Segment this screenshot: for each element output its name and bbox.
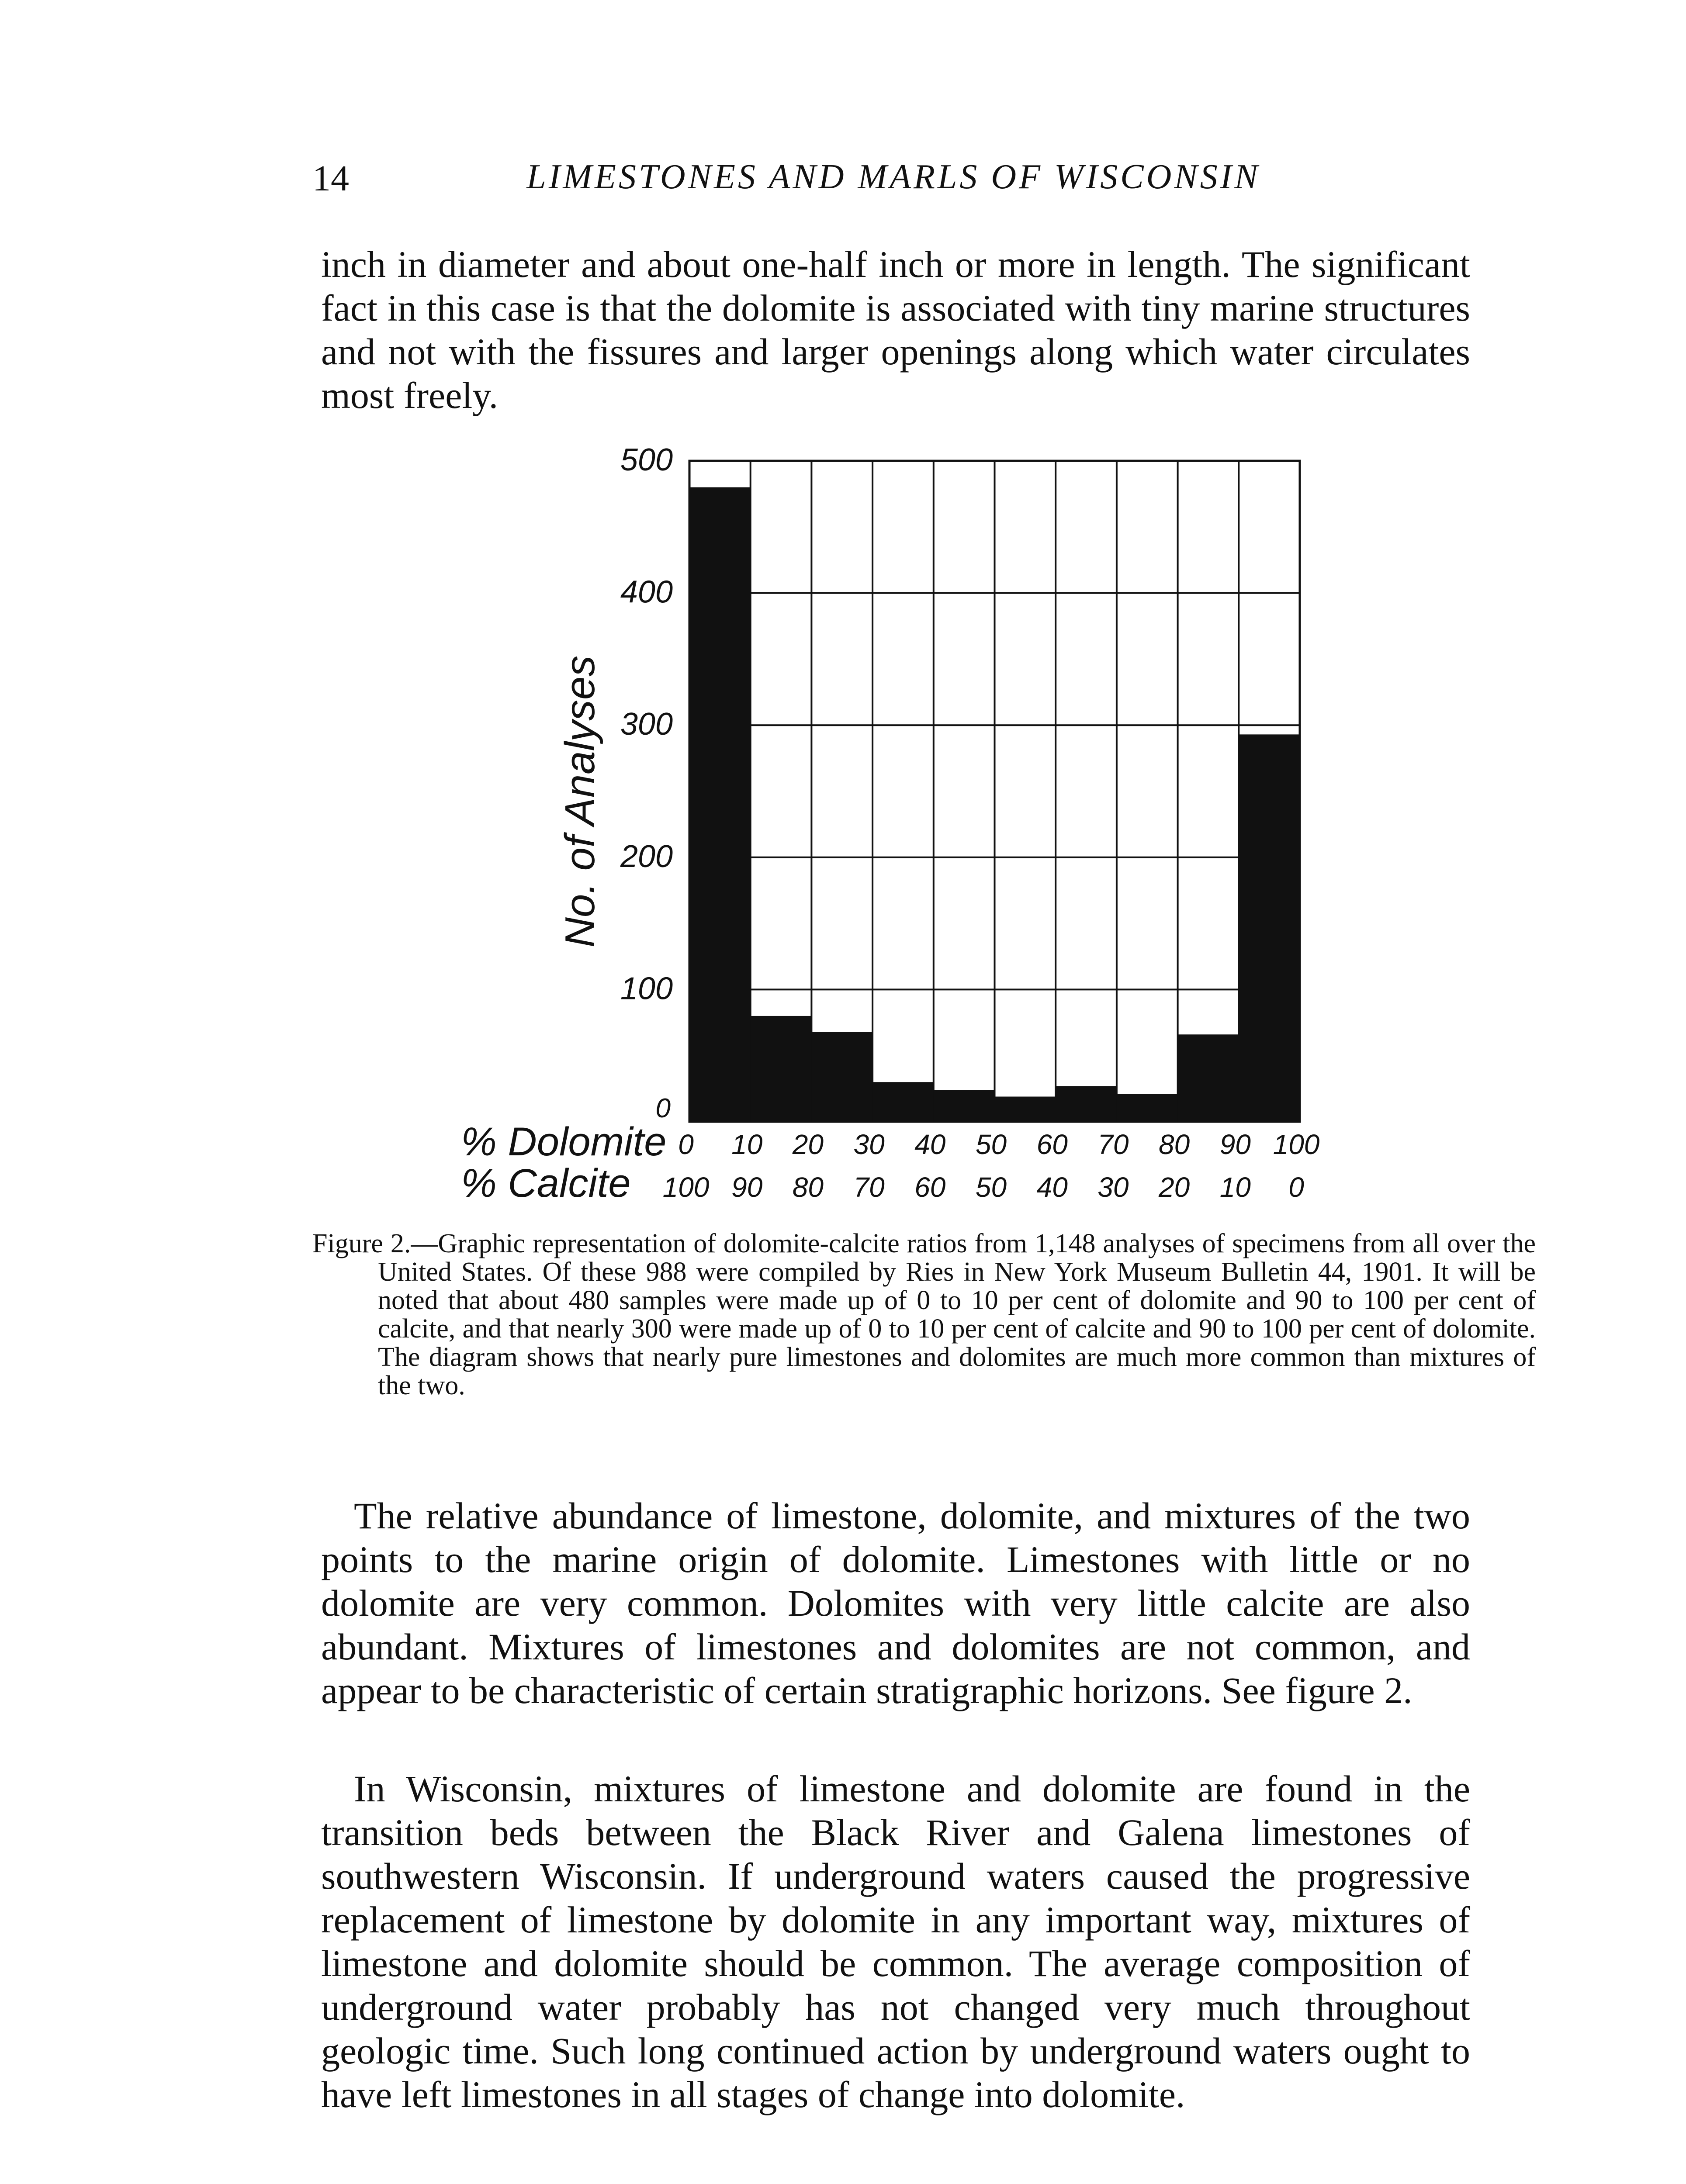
calcite-tick-90: 90 [731, 1171, 763, 1203]
y-tick-label-0: 0 [655, 1093, 671, 1123]
y-tick-label-400: 400 [620, 574, 673, 610]
y-tick-label-200: 200 [620, 839, 673, 874]
bar-0-10 [689, 487, 751, 1122]
paragraph-intro: inch in diameter and about one-half inch or more in length. The significant fact in this case is that the dolomite is associated with tiny marine structures and not with the fissures and larger openings along which water circulates most freely. [321, 243, 1470, 416]
bar-70-80 [1117, 1094, 1178, 1122]
page-number: 14 [312, 158, 349, 199]
dolomite-tick-90: 90 [1219, 1129, 1251, 1160]
dolomite-row-label: % Dolomite [461, 1120, 667, 1164]
dolomite-tick-50: 50 [975, 1129, 1007, 1160]
calcite-row-label: % Calcite [461, 1161, 631, 1206]
y-tick-label-100: 100 [620, 971, 673, 1006]
calcite-tick-30: 30 [1097, 1171, 1129, 1203]
dolomite-tick-100: 100 [1273, 1129, 1320, 1160]
calcite-tick-70: 70 [853, 1171, 885, 1203]
dolomite-tick-70: 70 [1097, 1129, 1129, 1160]
dolomite-tick-30: 30 [853, 1129, 885, 1160]
dolomite-tick-40: 40 [914, 1129, 946, 1160]
figure-caption: Figure 2.—Graphic representation of dolomite-calcite ratios from 1,148 analyses of specimens from all over the United States. Of these 988 were compiled by Ries in New York Museum Bulletin 44, 1901. It will be noted that about 480 samples were made up of 0 to 10 per cent of dolomite and 90 to 100 per cent of calcite, and that nearly 300 were made up of 0 to 10 per cent of calcite and 90 to 100 per cent of dolomite. The diagram shows that nearly pure limestones and dolomites are much more common than mixtures of the two. [312, 1229, 1536, 1400]
paragraph-relative-abundance: The relative abundance of limestone, dolomite, and mixtures of the two points to the marine origin of dolomite. Limestones with little or no dolomite are very common. Dolomites with very little calcite are also abundant. Mixtures of limestones and dolomites are not common, and appear to be characteristic of certain stratigraphic horizons. See figure 2. [321, 1495, 1470, 1711]
calcite-tick-100: 100 [662, 1171, 710, 1203]
calcite-tick-20: 20 [1159, 1171, 1190, 1203]
calcite-tick-50: 50 [975, 1171, 1007, 1203]
bar-30-40 [872, 1082, 934, 1122]
bar-20-30 [811, 1032, 873, 1122]
calcite-tick-60: 60 [914, 1171, 946, 1203]
dolomite-tick-60: 60 [1036, 1129, 1068, 1160]
paragraph-wisconsin: In Wisconsin, mixtures of limestone and dolomite are found in the transition beds between the Black River and Galena limestones of southwestern Wisconsin. If underground waters caused the progressive replacement of limestone by dolomite in any important way, mixtures of limestone and dolomite should be common. The average composition of underground water probably has not changed very much throughout geologic time. Such long continued action by underground waters ought to have left limestones in all stages of change into dolomite. [321, 1768, 1470, 2115]
calcite-tick-80: 80 [792, 1171, 824, 1203]
bar-90-100 [1239, 734, 1300, 1122]
bar-10-20 [751, 1016, 812, 1122]
dolomite-tick-10: 10 [731, 1129, 763, 1160]
bar-80-90 [1178, 1034, 1239, 1122]
bar-40-50 [934, 1090, 995, 1122]
calcite-tick-0: 0 [1288, 1171, 1304, 1203]
bar-60-70 [1056, 1086, 1117, 1122]
dolomite-tick-20: 20 [792, 1129, 824, 1160]
calcite-tick-10: 10 [1219, 1171, 1251, 1203]
y-tick-label-300: 300 [620, 707, 673, 742]
dolomite-tick-80: 80 [1159, 1129, 1190, 1160]
y-tick-label-500: 500 [620, 442, 673, 477]
dolomite-tick-0: 0 [678, 1129, 694, 1160]
y-axis-label: No. of Analyses [557, 655, 603, 948]
running-title: LIMESTONES AND MARLS OF WISCONSIN [526, 158, 1260, 196]
calcite-tick-40: 40 [1036, 1171, 1068, 1203]
bar-50-60 [995, 1097, 1056, 1122]
